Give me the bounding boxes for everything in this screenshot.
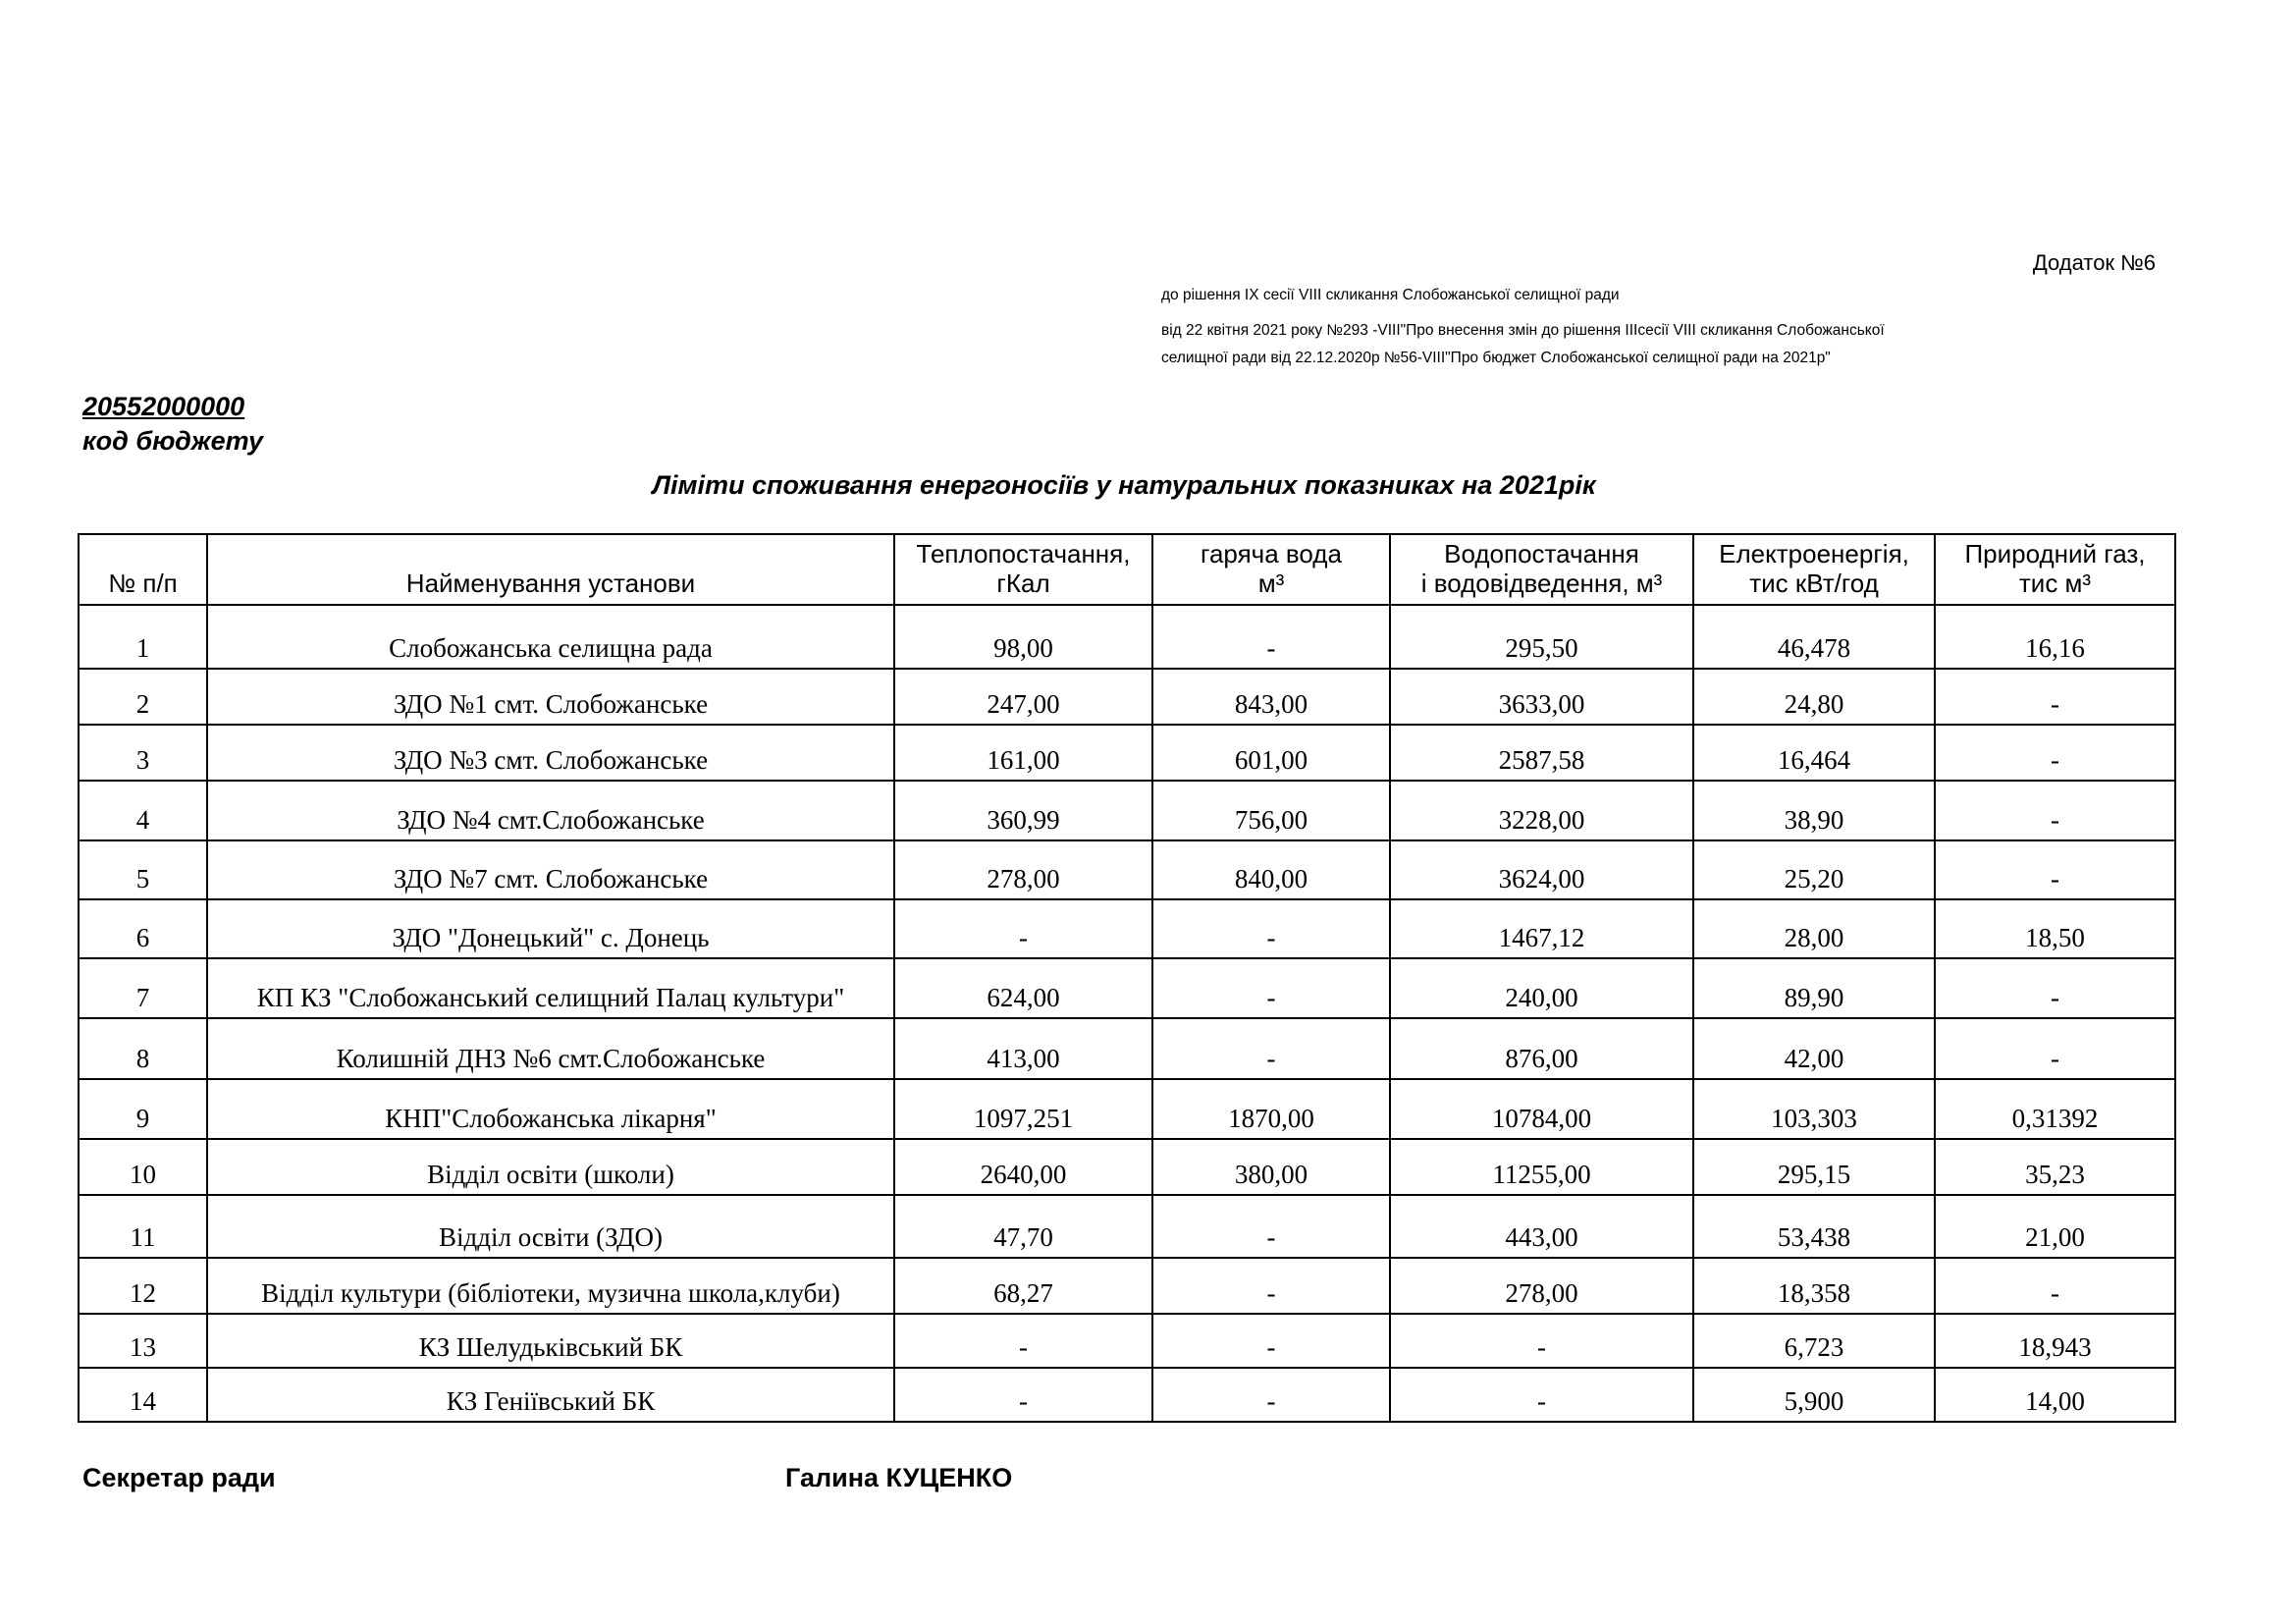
cell-natural-gas: - [1935, 781, 2175, 840]
cell-water-supply: 443,00 [1390, 1195, 1693, 1258]
table-row [79, 725, 2175, 781]
table-row [79, 669, 2175, 725]
cell-heating: 278,00 [894, 840, 1152, 899]
table-row [79, 840, 2175, 899]
cell-electricity: 103,303 [1693, 1079, 1935, 1139]
cell-natural-gas: 18,943 [1935, 1314, 2175, 1368]
column-header-unit: і водовідведення, м³ [1420, 568, 1663, 598]
column-header-number [79, 534, 207, 605]
cell-natural-gas: - [1935, 1018, 2175, 1079]
column-header-unit: тис м³ [2018, 568, 2092, 598]
cell-heating: 413,00 [894, 1018, 1152, 1079]
cell-hot-water: - [1152, 1368, 1390, 1422]
cell-water-supply: - [1390, 1368, 1693, 1422]
cell-natural-gas: 35,23 [1935, 1139, 2175, 1195]
cell-number: 12 [79, 1258, 207, 1314]
cell-heating: 98,00 [894, 605, 1152, 669]
cell-water-supply: 240,00 [1390, 958, 1693, 1018]
table-body [79, 605, 2175, 1422]
cell-hot-water: 840,00 [1152, 840, 1390, 899]
cell-water-supply: 3633,00 [1390, 669, 1693, 725]
column-header-hot-water [1152, 534, 1390, 605]
cell-electricity: 53,438 [1693, 1195, 1935, 1258]
cell-hot-water: - [1152, 1018, 1390, 1079]
cell-number: 2 [79, 669, 207, 725]
cell-hot-water: 756,00 [1152, 781, 1390, 840]
addendum-number: Додаток №6 [2032, 250, 2156, 275]
cell-water-supply: 876,00 [1390, 1018, 1693, 1079]
cell-electricity: 38,90 [1693, 781, 1935, 840]
table-row [79, 958, 2175, 1018]
cell-water-supply: 11255,00 [1390, 1139, 1693, 1195]
cell-institution: КЗ Геніївський БК [207, 1368, 894, 1422]
cell-hot-water: - [1152, 1258, 1390, 1314]
cell-electricity: 18,358 [1693, 1258, 1935, 1314]
cell-number: 3 [79, 725, 207, 781]
cell-natural-gas: - [1935, 1258, 2175, 1314]
cell-electricity: 24,80 [1693, 669, 1935, 725]
table-row [79, 1314, 2175, 1368]
cell-institution: КЗ Шелудьківський БК [207, 1314, 894, 1368]
budget-code: 20552000000 [82, 392, 245, 421]
cell-number: 10 [79, 1139, 207, 1195]
cell-institution: ЗДО №1 смт. Слобожанське [207, 669, 894, 725]
cell-institution: КНП"Слобожанська лікарня" [207, 1079, 894, 1139]
cell-number: 8 [79, 1018, 207, 1079]
column-header-heating [894, 534, 1152, 605]
cell-hot-water: - [1152, 1314, 1390, 1368]
cell-number: 4 [79, 781, 207, 840]
cell-electricity: 6,723 [1693, 1314, 1935, 1368]
cell-heating: 360,99 [894, 781, 1152, 840]
table-header-row [79, 534, 2175, 605]
cell-water-supply: 3228,00 [1390, 781, 1693, 840]
column-header-water-supply [1390, 534, 1693, 605]
column-header-electricity [1693, 534, 1935, 605]
cell-hot-water: - [1152, 899, 1390, 958]
cell-natural-gas: - [1935, 669, 2175, 725]
column-header-institution [207, 534, 894, 605]
column-header-line: № п/п [108, 568, 178, 598]
cell-electricity: 28,00 [1693, 899, 1935, 958]
cell-institution: Відділ культури (бібліотеки, музична школа,клуби) [207, 1258, 894, 1314]
table-row [79, 1195, 2175, 1258]
column-header-line: Теплопостачання, [916, 539, 1131, 568]
cell-water-supply: 3624,00 [1390, 840, 1693, 899]
table-row [79, 899, 2175, 958]
table-row [79, 605, 2175, 669]
cell-water-supply: 2587,58 [1390, 725, 1693, 781]
table-row [79, 1258, 2175, 1314]
cell-natural-gas: 0,31392 [1935, 1079, 2175, 1139]
decision-reference-line-3: селищної ради від 22.12.2020р №56-VIII"Про бюджет Слобожанської селищної ради на 2021р" [1161, 350, 1831, 366]
cell-heating: 2640,00 [894, 1139, 1152, 1195]
cell-institution: Відділ освіти (школи) [207, 1139, 894, 1195]
cell-natural-gas: 21,00 [1935, 1195, 2175, 1258]
cell-heating: 247,00 [894, 669, 1152, 725]
cell-electricity: 25,20 [1693, 840, 1935, 899]
decision-reference-line-2: від 22 квітня 2021 року №293 -VIII"Про внесення змін до рішення IIIсесії VIII скликання Слобожанської [1161, 322, 1885, 339]
cell-hot-water: - [1152, 605, 1390, 669]
cell-institution: ЗДО №7 смт. Слобожанське [207, 840, 894, 899]
cell-electricity: 16,464 [1693, 725, 1935, 781]
column-header-line: Водопостачання [1444, 539, 1639, 568]
cell-heating: 47,70 [894, 1195, 1152, 1258]
cell-institution: Колишній ДНЗ №6 смт.Слобожанське [207, 1018, 894, 1079]
cell-hot-water: - [1152, 1195, 1390, 1258]
cell-heating: - [894, 1368, 1152, 1422]
column-header-line: Природний газ, [1964, 539, 2146, 568]
cell-institution: ЗДО №3 смт. Слобожанське [207, 725, 894, 781]
cell-institution: ЗДО №4 смт.Слобожанське [207, 781, 894, 840]
cell-number: 7 [79, 958, 207, 1018]
cell-water-supply: 10784,00 [1390, 1079, 1693, 1139]
column-header-unit: тис кВт/год [1749, 568, 1879, 598]
cell-hot-water: 843,00 [1152, 669, 1390, 725]
column-header-unit: м³ [1257, 568, 1285, 598]
cell-natural-gas: 16,16 [1935, 605, 2175, 669]
cell-water-supply: 278,00 [1390, 1258, 1693, 1314]
table-row [79, 1018, 2175, 1079]
budget-code-label: код бюджету [82, 426, 264, 456]
cell-water-supply: 1467,12 [1390, 899, 1693, 958]
cell-hot-water: - [1152, 958, 1390, 1018]
cell-number: 13 [79, 1314, 207, 1368]
cell-number: 11 [79, 1195, 207, 1258]
column-header-natural-gas [1935, 534, 2175, 605]
energy-limits-table [78, 533, 2176, 1423]
cell-heating: 68,27 [894, 1258, 1152, 1314]
cell-electricity: 5,900 [1693, 1368, 1935, 1422]
cell-water-supply: - [1390, 1314, 1693, 1368]
cell-institution: ЗДО "Донецький" с. Донець [207, 899, 894, 958]
cell-number: 6 [79, 899, 207, 958]
cell-heating: - [894, 1314, 1152, 1368]
cell-hot-water: 380,00 [1152, 1139, 1390, 1195]
document-title: Ліміти споживання енергоносіїв у натуральних показниках на 2021рік [652, 470, 1596, 500]
signature-name: Галина КУЦЕНКО [785, 1463, 1013, 1492]
column-header-line: Найменування установи [405, 568, 696, 598]
cell-natural-gas: 14,00 [1935, 1368, 2175, 1422]
cell-heating: 1097,251 [894, 1079, 1152, 1139]
cell-electricity: 46,478 [1693, 605, 1935, 669]
cell-number: 5 [79, 840, 207, 899]
decision-reference-line-1: до рішення ІХ сесії VIII скликання Слобожанської селищної ради [1161, 287, 1620, 303]
cell-number: 9 [79, 1079, 207, 1139]
cell-natural-gas: - [1935, 958, 2175, 1018]
column-header-line: Електроенергія, [1719, 539, 1909, 568]
cell-hot-water: 601,00 [1152, 725, 1390, 781]
cell-institution: Слобожанська селищна рада [207, 605, 894, 669]
cell-heating: - [894, 899, 1152, 958]
cell-natural-gas: 18,50 [1935, 899, 2175, 958]
cell-institution: Відділ освіти (ЗДО) [207, 1195, 894, 1258]
cell-heating: 624,00 [894, 958, 1152, 1018]
cell-number: 1 [79, 605, 207, 669]
table-row [79, 781, 2175, 840]
cell-water-supply: 295,50 [1390, 605, 1693, 669]
cell-natural-gas: - [1935, 840, 2175, 899]
cell-number: 14 [79, 1368, 207, 1422]
cell-heating: 161,00 [894, 725, 1152, 781]
column-header-unit: гКал [996, 568, 1050, 598]
cell-electricity: 295,15 [1693, 1139, 1935, 1195]
cell-institution: КП КЗ "Слобожанський селищний Палац культури" [207, 958, 894, 1018]
cell-hot-water: 1870,00 [1152, 1079, 1390, 1139]
cell-electricity: 42,00 [1693, 1018, 1935, 1079]
cell-electricity: 89,90 [1693, 958, 1935, 1018]
table-row [79, 1079, 2175, 1139]
signature-role: Секретар ради [82, 1463, 276, 1492]
table-row [79, 1139, 2175, 1195]
table-row [79, 1368, 2175, 1422]
cell-natural-gas: - [1935, 725, 2175, 781]
column-header-line: гаряча вода [1201, 539, 1342, 568]
